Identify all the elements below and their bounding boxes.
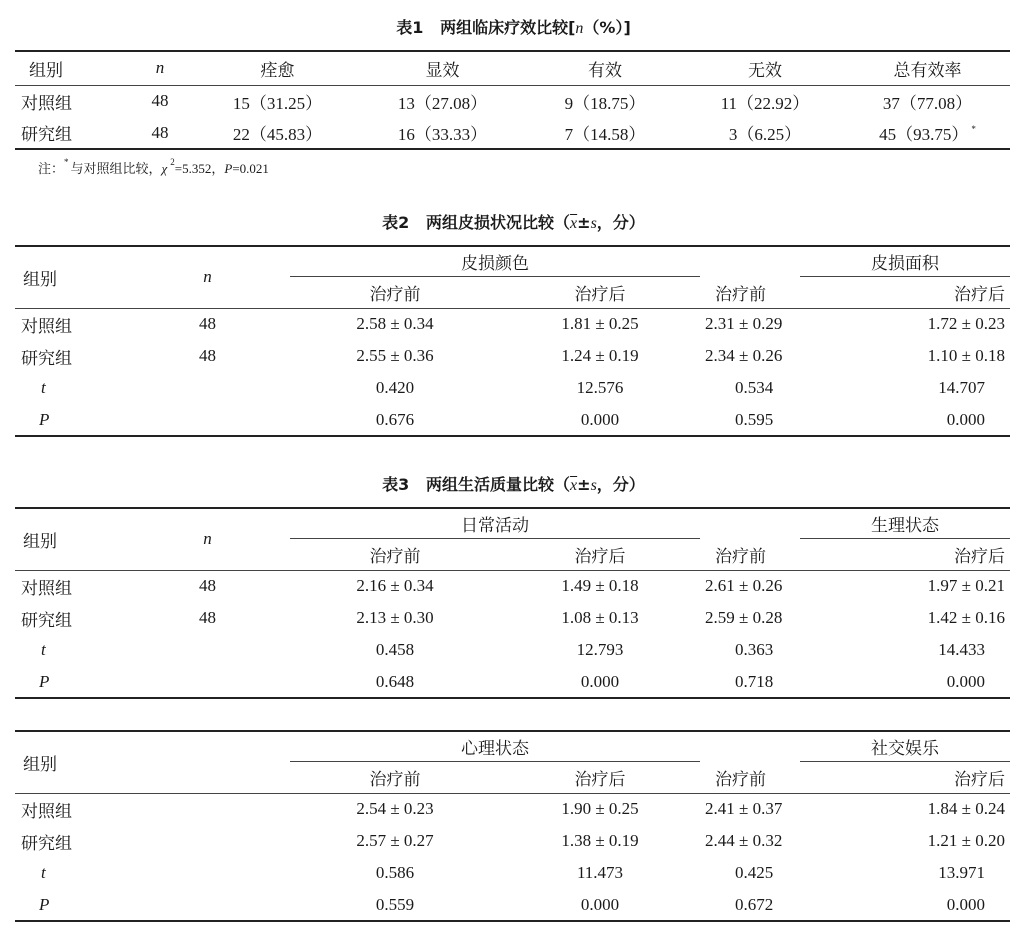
table4-social-before: 治疗前 [715, 769, 766, 789]
table-cell: 22（45.83） [195, 117, 360, 149]
table-cell: 16（33.33） [360, 117, 525, 149]
table4-header-row [15, 731, 1010, 761]
table-cell: 7（14.58） [525, 117, 685, 149]
table-row [15, 857, 1010, 889]
table3-caption-s: s [590, 477, 597, 494]
table-cell [125, 372, 290, 404]
table4-header-blank [125, 731, 290, 793]
table1-header-group: 组别 [15, 51, 125, 85]
table-cell: 1.72 ± 0.23 [927, 314, 1005, 334]
table-cell: 2.58 ± 0.34 [356, 314, 434, 334]
table1-header-effective: 有效 [525, 51, 685, 85]
table-cell-empty [125, 825, 290, 857]
table2-caption-tail: ，分） [596, 213, 645, 232]
table3-header-n: n [125, 508, 290, 570]
table3-physical-after: 治疗后 [954, 546, 1005, 566]
table-cell: t [41, 378, 46, 397]
table-cell: 2.57 ± 0.27 [356, 831, 434, 850]
table2-caption-pm: ± [577, 213, 591, 232]
table-row [15, 793, 1010, 825]
table-cell: 48 [125, 117, 195, 149]
table-cell: 对照组 [21, 578, 72, 598]
table-row [15, 340, 1010, 372]
spacer [700, 508, 800, 538]
table-cell: 48 [199, 576, 216, 596]
table3-physical-subheaders [700, 538, 1010, 570]
table-cell: 研究组 [21, 348, 72, 368]
table-cell-empty [125, 889, 290, 921]
table2-area-after: 治疗后 [954, 284, 1005, 304]
table-cell: 2.55 ± 0.36 [356, 346, 434, 365]
table-row [15, 372, 1010, 404]
table1-header-cured: 痊愈 [195, 51, 360, 85]
table-cell: 2.34 ± 0.26 [705, 346, 783, 365]
table2 [15, 245, 1010, 437]
table4-header-social [800, 731, 1010, 761]
table3-title: 两组生活质量比较（ [426, 475, 571, 494]
table-cell: 1.42 ± 0.16 [927, 608, 1005, 627]
table3-caption [0, 472, 1027, 495]
table2-header-color: 皮损颜色 [290, 246, 700, 276]
table-cell-pair [700, 825, 1010, 857]
spacer [700, 246, 800, 276]
table-row [15, 602, 1010, 634]
table1-title: 两组临床疗效比较[ [440, 18, 576, 37]
table-cell: 2.59 ± 0.28 [705, 608, 783, 627]
table-row [15, 117, 1010, 149]
table-cell: 1.90 ± 0.25 [561, 799, 639, 819]
table-cell: 48 [199, 314, 216, 334]
table-cell-pair [700, 793, 1010, 825]
table-cell: 0.000 [500, 404, 700, 436]
note-chi-sup: 2 [170, 157, 175, 167]
table-cell: 1.21 ± 0.20 [927, 831, 1005, 850]
table2-color-after: 治疗后 [500, 276, 700, 308]
table2-area-subheaders [700, 276, 1010, 308]
table3-daily-before: 治疗前 [290, 538, 500, 570]
table3-header-physical [800, 508, 1010, 538]
note-mark: * [64, 157, 69, 167]
table-cell [125, 404, 290, 436]
table1 [15, 50, 1010, 150]
table-cell: t [41, 640, 46, 659]
table-cell [845, 117, 1010, 149]
table-cell: 0.000 [500, 666, 700, 698]
table2-label: 表2 [382, 213, 410, 232]
table1-header-total: 总有效率 [845, 51, 1010, 85]
table-cell: t [41, 863, 46, 882]
table-cell-pair [700, 570, 1010, 602]
table-cell-pair [700, 602, 1010, 634]
table2-header-area [800, 246, 1010, 276]
table-cell: 3（6.25） [685, 117, 845, 149]
table-cell: 0.586 [375, 863, 415, 882]
table-cell-pair [700, 372, 1010, 404]
table-cell: P [15, 404, 125, 436]
table-cell: 13（27.08） [397, 93, 488, 113]
table-cell-pair [700, 889, 1010, 921]
table-cell: 48 [151, 91, 169, 111]
table-cell: 0.363 [735, 640, 774, 659]
table1-header-marked: 显效 [360, 51, 525, 85]
table-cell: 1.10 ± 0.18 [927, 346, 1005, 365]
table1-header-ineffective: 无效 [685, 51, 845, 85]
table-cell-empty [125, 793, 290, 825]
table-cell: 0.000 [946, 671, 985, 691]
table3-header-physical-label: 生理状态 [871, 515, 939, 535]
table3-caption-x: $\overline{x}$ [570, 477, 578, 494]
table-cell: 2.61 ± 0.26 [705, 576, 783, 596]
table-cell: 2.16 ± 0.34 [356, 576, 434, 596]
table2-header-group: 组别 [15, 246, 125, 308]
table-cell: 0.000 [946, 409, 985, 429]
table2-title: 两组皮损状况比较（ [426, 213, 571, 232]
table3-label: 表3 [382, 475, 410, 494]
table-cell: P [15, 666, 125, 698]
table-cell: 0.672 [735, 894, 774, 914]
table-cell: 2.41 ± 0.37 [705, 799, 783, 819]
table-cell-value: 45（93.75） [879, 125, 969, 144]
table-cell-pair [700, 666, 1010, 698]
table3-caption-tail: ，分） [596, 475, 645, 494]
table1-caption [0, 15, 1027, 38]
table4-psych-after: 治疗后 [500, 761, 700, 793]
table-row [15, 666, 1010, 698]
table-cell: 0.458 [375, 640, 415, 659]
table-cell-pair [700, 634, 1010, 666]
table-cell: 1.38 ± 0.19 [561, 831, 639, 850]
table3-header-row [15, 508, 1010, 538]
table-cell: 对照组 [21, 801, 72, 821]
table-cell: 1.97 ± 0.21 [927, 576, 1005, 596]
table-cell-pair [700, 404, 1010, 436]
table3-header-daily: 日常活动 [290, 508, 700, 538]
table-cell: 研究组 [21, 833, 72, 853]
table-cell: 9（18.75） [564, 93, 646, 113]
table-cell: 对照组 [21, 93, 72, 113]
table3-caption-pm: ± [577, 475, 591, 494]
table2-header-row [15, 246, 1010, 276]
table-cell: 12.576 [576, 378, 624, 397]
table-cell: 研究组 [21, 610, 72, 630]
table3-continued [15, 730, 1010, 922]
table-cell: 0.595 [735, 409, 774, 429]
table-cell: 0.000 [946, 894, 985, 914]
table2-caption [0, 210, 1027, 233]
table-cell: 1.84 ± 0.24 [927, 799, 1005, 819]
table1-header-n: n [125, 51, 195, 85]
note-chi: χ [161, 161, 168, 176]
table-cell: 48 [199, 608, 216, 627]
table-cell: 2.13 ± 0.30 [356, 608, 434, 627]
table-row [15, 889, 1010, 921]
table-cell: 对照组 [21, 316, 72, 336]
table-cell-pair [700, 308, 1010, 340]
table-cell: 14.707 [938, 378, 985, 397]
table-cell: 0.534 [735, 378, 774, 397]
table1-header-row [15, 51, 1010, 85]
table-cell: P [15, 889, 125, 921]
table-row [15, 308, 1010, 340]
table2-caption-s: s [590, 215, 597, 232]
table-cell: 1.24 ± 0.19 [561, 346, 639, 365]
table-cell: 14.433 [938, 640, 985, 659]
table-cell: 2.31 ± 0.29 [705, 314, 783, 334]
table-cell-pair [700, 857, 1010, 889]
table4-social-subheaders [700, 761, 1010, 793]
table4-header-psych: 心理状态 [290, 731, 700, 761]
table-row [15, 85, 1010, 117]
table2-header-n: n [125, 246, 290, 308]
significance-mark: * [971, 124, 976, 134]
note-chi-value: =5.352， [174, 161, 225, 176]
table-cell: 研究组 [15, 117, 125, 149]
table-cell: 0.425 [735, 863, 774, 882]
table-cell: 2.44 ± 0.32 [705, 831, 783, 850]
table-cell: 37（77.08） [882, 93, 973, 113]
table-cell: 0.718 [735, 671, 774, 691]
note-text: 与对照组比较， [70, 161, 162, 176]
table-cell [125, 634, 290, 666]
table4-header-group: 组别 [15, 731, 125, 793]
table-cell [125, 666, 290, 698]
table-row [15, 634, 1010, 666]
table3-daily-after: 治疗后 [500, 538, 700, 570]
table2-color-before: 治疗前 [290, 276, 500, 308]
table-row [15, 825, 1010, 857]
note-prefix: 注： [38, 161, 65, 176]
note-p-value: =0.021 [232, 161, 269, 176]
table4-header-social-label: 社交娱乐 [871, 738, 939, 758]
table-cell: 1.08 ± 0.13 [561, 608, 639, 627]
table-cell: 0.648 [290, 666, 500, 698]
table-cell: 11.473 [576, 863, 624, 882]
table-cell: 0.420 [375, 378, 415, 397]
table-cell-pair [700, 340, 1010, 372]
table3 [15, 507, 1010, 699]
table1-caption-n: n [575, 20, 584, 37]
table2-caption-x: $\overline{x}$ [570, 215, 578, 232]
table2-header-area-label: 皮损面积 [871, 253, 939, 273]
table-row [15, 404, 1010, 436]
table4-psych-before: 治疗前 [290, 761, 500, 793]
table-cell: 0.559 [290, 889, 500, 921]
table-cell: 11（22.92） [720, 93, 810, 113]
table-cell: 0.000 [500, 889, 700, 921]
table-cell: 12.793 [576, 640, 624, 659]
table1-note [38, 157, 269, 177]
table-cell-empty [125, 857, 290, 889]
table-cell: 1.49 ± 0.18 [561, 576, 639, 596]
table2-area-before: 治疗前 [715, 284, 766, 304]
table-cell: 13.971 [938, 863, 985, 882]
table-cell: 2.54 ± 0.23 [356, 799, 434, 819]
table-row [15, 570, 1010, 602]
table3-physical-before: 治疗前 [715, 546, 766, 566]
table-cell: 48 [199, 346, 216, 365]
table-cell: 1.81 ± 0.25 [561, 314, 639, 334]
table-cell: 0.676 [290, 404, 500, 436]
table1-label: 表1 [396, 18, 424, 37]
spacer [700, 731, 800, 761]
table-cell: 15（31.25） [232, 93, 323, 113]
table1-caption-tail: （%）] [583, 18, 631, 37]
table3-header-group: 组别 [15, 508, 125, 570]
table4-social-after: 治疗后 [954, 769, 1005, 789]
note-p: P [224, 161, 233, 176]
